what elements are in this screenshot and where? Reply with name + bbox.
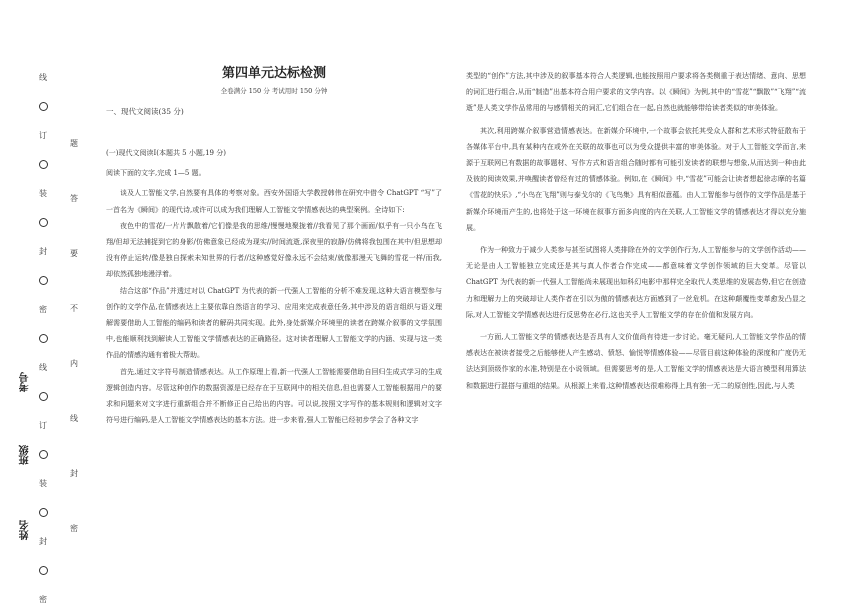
exam-info: 全卷满分 150 分 考试用时 150 分钟 (220, 87, 328, 95)
seal-circle (39, 276, 48, 285)
seal-circle (39, 218, 48, 227)
right-column (466, 0, 806, 394)
seal-char: 订 (39, 421, 47, 430)
paragraph: 其次,利用跨媒介叙事营造情感表达。在新媒介环境中,一个故事会依托其受众人群和艺术形式特征散布于各媒体平台中,具有某种内在或外在关联的故事也可以为受众提供丰富的审美体验。对于人工智能文学而言,来源于互联网已有数据的故事题材、写作方式和语言组合随时都有可能引发读者的联想与想象,从而达到一种由此及彼的阅读效果,并唤醒读者曾经有过的情感体验。例如,在《瞬间》中,“雪花”可能会让读者想起徐志摩的名篇《雪花的快乐》,“小鸟在飞翔”则与泰戈尔的《飞鸟集》具有相似意蕴。由人工智能参与创作的文学作品是基于新媒介环境而产生的,也将处于这一环境在叙事方面多向度的内在关联,人工智能文学的情感表达才得以充分施展。 (466, 126, 806, 232)
notice-char: 封 (70, 469, 78, 478)
seal-circle (39, 508, 48, 517)
seal-char: 封 (39, 247, 47, 256)
seal-circle (39, 334, 48, 343)
notice-char: 内 (70, 359, 78, 368)
notice-char: 密 (70, 524, 78, 533)
seal-circle (39, 392, 48, 401)
reading-heading: (一)现代文阅读Ⅰ(本题共 5 小题,19 分) (106, 149, 226, 157)
paragraph: 结合这部“作品”并透过对以 ChatGPT 为代表的新一代强人工智能的分析不难发现,这种大语言模型参与创作的文学作品,在情感表达上主要依靠自然语言的学习、应用来完成表意任务,其中涉及的语言组织与语义理解需要借助人工智能的编码和读者的解码共同实现。此外,身处新媒介环境里的读者在跨媒介叙事的文学氛围中,也能顺利找到解读人工智能文学情感表达的正确路径。这对读者理解人工智能文学的内涵、实现与这一类作品的情感沟通有着极大帮助。 (106, 286, 442, 360)
seal-circle (39, 566, 48, 575)
paragraph: 首先,通过文字符号制造情感表达。从工作原理上看,新一代强人工智能需要借助自回归生成式学习的生成逻辑创造内容。尽管这种创作的数据资源是已经存在于互联网中的相关信息,但也需要人工智能根据用户的要求和问题来对文字进行重新组合并不断修正自己给出的内容。可以说,按照文字写作的基本规则和逻辑对文字符号进行编码,是人工智能文学情感表达的基本方法。进一步来看,强人工智能已经初步学会了各种文字 (106, 367, 442, 425)
notice-char: 答 (70, 194, 78, 203)
seal-char: 封 (39, 537, 47, 546)
seal-char: 装 (39, 189, 47, 198)
section-heading: 一、现代文阅读(35 分) (106, 107, 184, 116)
seal-char: 线 (39, 363, 47, 372)
notice-char: 要 (70, 249, 78, 258)
number-label: 考号 (20, 372, 31, 392)
page-title: 第四单元达标检测 (221, 66, 326, 81)
class-label: 班级 (20, 445, 31, 465)
poem: 夜色中的雪花/一片片飘散着/它们像是我的思维/慢慢地聚拢着//我看见了那个画面/似乎有一只小鸟在飞翔/但却无法捕捉到它的身影/仿佛意象已经成为现实//时间流逝,深夜里的寂静/仿佛将我包围在其中/但思想却没有停止运转/像是独自探索未知世界的行者//这种感觉好像永远不会结束/就像那漫天飞舞的雪花一样/而我,却依然孤独地漫浮着。 (106, 221, 442, 279)
notice-char: 线 (70, 414, 78, 423)
name-label: 姓名 (20, 520, 31, 540)
seal-char: 订 (39, 131, 47, 140)
seal-char: 密 (39, 595, 47, 604)
paragraph: 谈及人工智能文学,自然要有具体的考察对象。西安外国语大学教授韩伟在研究中借令 ChatGPT “写”了一首名为《瞬间》的现代诗,或许可以成为我们理解人工智能文学情感表达的典型案例。全诗如下: (106, 189, 442, 214)
binding-margin (0, 0, 100, 608)
seal-circle (39, 450, 48, 459)
notice-char: 题 (70, 139, 78, 148)
left-column (106, 0, 442, 428)
notice-char: 不 (70, 304, 78, 313)
paragraph: 类型的“创作”方法,其中涉及的叙事基本符合人类逻辑,也能按照用户要求将各类侧重于表达情绪、意向、思想的词汇进行组合,从而“制造”出基本符合用户要求的文学内容。以《瞬间》为例,其中的“雪花”“飘散”“飞翔”“流逝”是人类文学作品常用的与感情相关的词汇,它们组合在一起,自然也就能够带给读者类似的审美体验。 (466, 72, 806, 113)
seal-char: 线 (39, 73, 47, 82)
seal-char: 装 (39, 479, 47, 488)
seal-circle (39, 160, 48, 169)
paragraph: 作为一种致力于减少人类参与甚至试图将人类排除在外的文学创作行为,人工智能参与的文学创作活动——无论是由人工智能独立完成还是其与真人作者合作完成——都意味着文学创作领域的巨大变革。尽管以 ChatGPT 为代表的新一代强人工智能尚未展现出如科幻电影中那样完全取代人类思维的发展态势,但它在创造力和理解力上的突破却让人类作者在引以为傲的情感表达方面感到了一丝危机。在这种颠覆性变革愈发凸显之际,对人工智能文学情感表达进行反思势在必行,这也关乎人工智能文学的存在价值和发展方向。 (466, 246, 806, 319)
seal-circle (39, 102, 48, 111)
reading-instruction: 阅读下面的文字,完成 1—5 题。 (106, 169, 206, 178)
paragraph: 一方面,人工智能文学的情感表达是否具有人文价值尚有待进一步讨论。毫无疑问,人工智能文学作品的情感表达在被读者接受之后能够使人产生感动、愤怒、愉悦等情感体验——尽管目前这种体验的深度和广度仍无法达到顶级作家的水准,特别是在小说领域。但需要思考的是,人工智能文学的情感表达是大语言模型利用算法和数据进行混搭与重组的结果。从根源上来看,这种情感表达很难称得上具有独一无二的原创性,因此,与人类 (466, 333, 806, 390)
seal-char: 密 (39, 305, 47, 314)
